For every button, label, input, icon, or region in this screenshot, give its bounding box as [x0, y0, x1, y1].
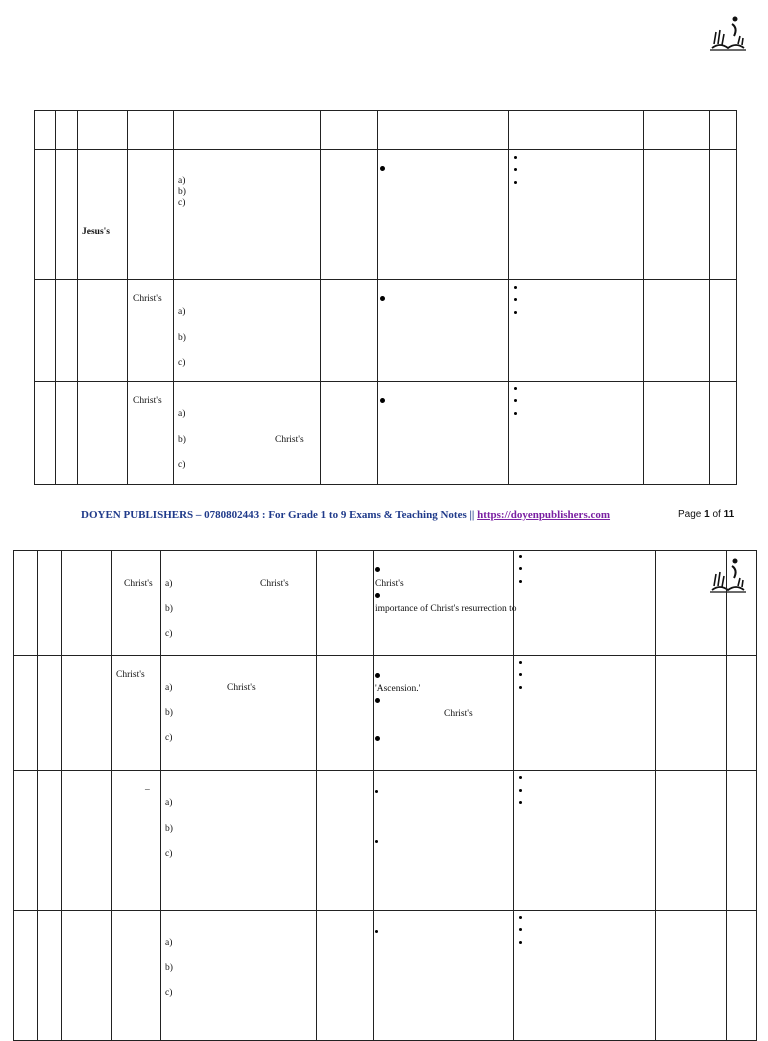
- table-row: [14, 771, 757, 911]
- item-a: a): [165, 683, 173, 693]
- content-text: Christ's: [444, 709, 473, 719]
- item-b: b): [165, 824, 173, 834]
- content-text: Christ's: [375, 579, 404, 589]
- table-row: [35, 382, 737, 485]
- table-row: [14, 911, 757, 1041]
- table-row: [35, 150, 737, 280]
- page-indicator: [678, 509, 734, 520]
- scheme-table-1: [34, 110, 737, 485]
- bullet: [514, 286, 517, 289]
- item-c: c): [178, 198, 186, 208]
- bullet: [380, 398, 385, 403]
- bullet: [375, 790, 378, 793]
- bullet: [519, 686, 522, 689]
- bullet: [514, 156, 517, 159]
- bullet: [514, 311, 517, 314]
- table-header-row: [35, 111, 737, 150]
- bullet: [380, 296, 385, 301]
- item-a: a): [165, 938, 173, 948]
- bullet: [519, 661, 522, 664]
- table-row: [14, 656, 757, 771]
- item-text: Christ's: [260, 579, 289, 589]
- bullet: [375, 698, 380, 703]
- topic-dash: –: [145, 785, 150, 795]
- bullet: [375, 673, 380, 678]
- bullet: [375, 930, 378, 933]
- bullet: [519, 555, 522, 558]
- content-text: 'Ascension.': [375, 684, 421, 694]
- page-footer: [0, 509, 768, 525]
- item-text: Christ's: [227, 683, 256, 693]
- item-c: c): [178, 460, 186, 470]
- book-reader-logo: [708, 14, 748, 54]
- topic-label: Christ's: [133, 294, 162, 304]
- page-label: Page: [678, 509, 702, 520]
- page-total: 11: [723, 509, 735, 520]
- content-text: importance of Christ's resurrection to: [375, 604, 517, 614]
- item-b: b): [165, 963, 173, 973]
- topic-label: Christ's: [124, 579, 153, 589]
- item-a: a): [178, 176, 186, 186]
- bullet: [380, 166, 385, 171]
- table-row: [35, 280, 737, 382]
- page-of: of: [712, 509, 721, 520]
- website-link[interactable]: https://doyenpublishers.com: [477, 509, 611, 521]
- item-c: c): [165, 988, 173, 998]
- item-a: a): [178, 409, 186, 419]
- item-b: b): [178, 333, 186, 343]
- bullet: [519, 567, 522, 570]
- bullet: [375, 840, 378, 843]
- item-a: a): [178, 307, 186, 317]
- page-2: [0, 530, 768, 1024]
- bullet: [514, 181, 517, 184]
- item-a: a): [165, 798, 173, 808]
- bullet: [519, 789, 522, 792]
- publisher-text: DOYEN PUBLISHERS – 0780802443 : For Grade 1 to 9 Exams & Teaching Notes ||: [81, 509, 475, 521]
- scheme-table-2: [13, 550, 757, 1041]
- bullet: [519, 580, 522, 583]
- publisher-line: [81, 509, 610, 521]
- item-b: b): [178, 187, 186, 197]
- item-b: b): [165, 708, 173, 718]
- bullet: [519, 916, 522, 919]
- bullet: [519, 776, 522, 779]
- topic-label: Christ's: [133, 396, 162, 406]
- item-c: c): [178, 358, 186, 368]
- bullet: [514, 412, 517, 415]
- bullet: [519, 928, 522, 931]
- bullet: [375, 736, 380, 741]
- bullet: [514, 387, 517, 390]
- item-c: c): [165, 733, 173, 743]
- item-c: c): [165, 629, 173, 639]
- item-b: b): [165, 604, 173, 614]
- bullet: [514, 168, 517, 171]
- bullet: [514, 298, 517, 301]
- bullet: [519, 801, 522, 804]
- item-c: c): [165, 849, 173, 859]
- page-number: 1: [704, 509, 710, 520]
- topic-label: Christ's: [116, 670, 145, 680]
- item-b: b): [178, 435, 186, 445]
- topic-label: Jesus's: [82, 227, 110, 237]
- bullet: [514, 399, 517, 402]
- bullet: [519, 673, 522, 676]
- bullet: [375, 567, 380, 572]
- bullet: [519, 941, 522, 944]
- table-row: [14, 551, 757, 656]
- bullet: [375, 593, 380, 598]
- item-text: Christ's: [275, 435, 304, 445]
- item-a: a): [165, 579, 173, 589]
